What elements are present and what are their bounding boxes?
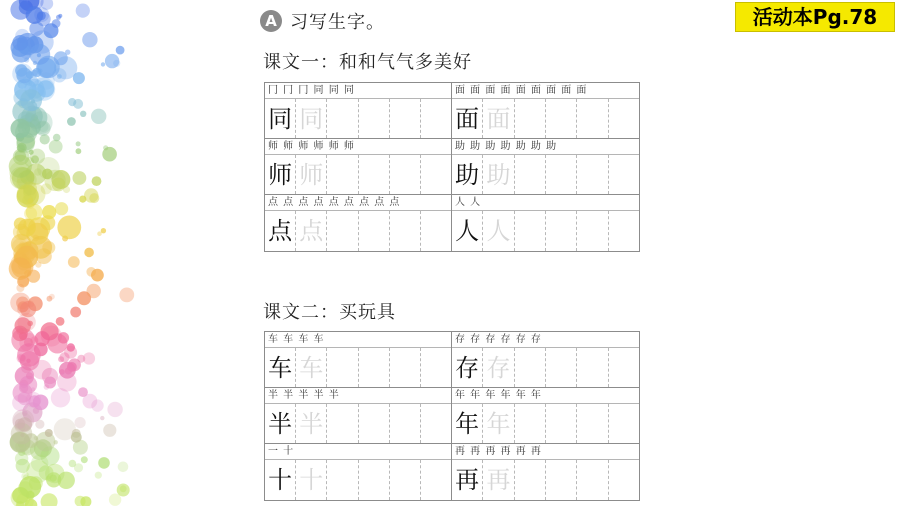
lesson-2-writing-grid: [264, 331, 640, 501]
bubble: [80, 111, 86, 117]
bubble: [52, 19, 61, 28]
bubble: [59, 352, 69, 362]
bubble: [50, 475, 57, 482]
bubble: [13, 383, 33, 403]
bubble: [15, 452, 28, 465]
blank-writing-box[interactable]: [515, 155, 546, 194]
bubble: [84, 188, 98, 202]
character-practice-cell: [265, 388, 452, 444]
bubble: [22, 43, 28, 49]
bubble: [69, 460, 77, 468]
blank-writing-box[interactable]: [577, 348, 608, 387]
blank-writing-box[interactable]: [609, 99, 639, 138]
bubble: [22, 77, 31, 86]
model-character: 人: [452, 211, 483, 251]
trace-character: 年: [483, 404, 514, 443]
blank-writing-box[interactable]: [515, 404, 546, 443]
bubble: [17, 343, 41, 367]
bubble: [91, 109, 106, 124]
blank-writing-box[interactable]: [515, 99, 546, 138]
blank-writing-box[interactable]: [515, 211, 546, 251]
trace-character: 人: [483, 211, 514, 251]
bubble: [70, 307, 81, 318]
trace-character: 面: [483, 99, 514, 138]
bubble: [98, 457, 110, 469]
bubble: [42, 241, 55, 254]
bubble: [44, 377, 56, 389]
bubble: [83, 352, 95, 364]
bubble: [26, 372, 33, 379]
bubble: [67, 117, 76, 126]
writing-boxes: [265, 211, 451, 251]
section-a-header: [260, 8, 385, 34]
writing-boxes: [452, 404, 639, 443]
writing-boxes: [452, 348, 639, 387]
bubble: [31, 155, 39, 163]
blank-writing-box[interactable]: [327, 99, 358, 138]
bubble: [15, 419, 25, 429]
stroke-order: 师 师 师 师 师 师: [265, 139, 451, 155]
bubble: [19, 241, 25, 247]
stroke-order: 人 人: [452, 195, 639, 211]
stroke-order: 车 车 车 车: [265, 332, 451, 348]
bubble: [54, 51, 68, 65]
bubble: [33, 395, 49, 411]
bubble: [16, 284, 24, 292]
bubble: [10, 119, 30, 139]
trace-character: 点: [296, 211, 327, 251]
bubble: [109, 494, 121, 506]
blank-writing-box[interactable]: [327, 404, 358, 443]
bubble: [55, 202, 68, 215]
bubble: [57, 372, 77, 392]
blank-writing-box[interactable]: [609, 460, 639, 500]
trace-character: 半: [296, 404, 327, 443]
bubble: [73, 171, 87, 185]
trace-character: 十: [296, 460, 327, 500]
blank-writing-box[interactable]: [390, 155, 421, 194]
blank-writing-box[interactable]: [327, 155, 358, 194]
blank-writing-box[interactable]: [327, 348, 358, 387]
bubble: [68, 256, 80, 268]
character-practice-cell: [265, 139, 452, 195]
character-practice-cell: [265, 332, 452, 388]
blank-writing-box[interactable]: [609, 348, 639, 387]
blank-writing-box[interactable]: [577, 155, 608, 194]
bubble: [19, 476, 41, 498]
model-character: 半: [265, 404, 296, 443]
trace-character: 师: [296, 155, 327, 194]
model-character: 师: [265, 155, 296, 194]
blank-writing-box[interactable]: [359, 404, 390, 443]
blank-writing-box[interactable]: [577, 211, 608, 251]
bubble: [26, 200, 34, 208]
bubble: [101, 228, 106, 233]
stroke-order: 半 半 半 半 半: [265, 388, 451, 404]
bubble: [9, 257, 32, 280]
bubble: [87, 284, 101, 298]
bubble: [31, 70, 38, 77]
bubble: [118, 462, 129, 473]
blank-writing-box[interactable]: [546, 404, 577, 443]
blank-writing-box[interactable]: [609, 404, 639, 443]
bubble: [30, 111, 53, 134]
blank-writing-box[interactable]: [577, 460, 608, 500]
model-character: 十: [265, 460, 296, 500]
bubble: [54, 440, 58, 444]
bubble: [57, 74, 62, 79]
writing-boxes: [452, 460, 639, 500]
trace-character: 车: [296, 348, 327, 387]
bubble: [105, 54, 119, 68]
bubble: [24, 57, 29, 62]
lesson-2-title: 课文二：买玩具: [263, 302, 396, 323]
bubble: [76, 4, 90, 18]
bubble: [20, 301, 36, 317]
bubble: [76, 141, 81, 146]
blank-writing-box[interactable]: [421, 460, 451, 500]
bubble: [103, 424, 116, 437]
bubble: [101, 62, 105, 66]
bubble: [119, 288, 134, 303]
blank-writing-box[interactable]: [421, 348, 451, 387]
blank-writing-box[interactable]: [390, 404, 421, 443]
bubble: [13, 224, 29, 240]
bubble: [95, 472, 102, 479]
character-practice-cell: [265, 444, 452, 500]
bubble: [107, 402, 122, 417]
trace-character: 再: [483, 460, 514, 500]
bubble: [102, 147, 117, 162]
bubble: [67, 343, 75, 351]
blank-writing-box[interactable]: [359, 211, 390, 251]
bubble: [47, 296, 53, 302]
bubble: [41, 493, 58, 506]
bubble: [92, 176, 102, 186]
bubble: [71, 432, 82, 443]
bubble: [9, 155, 32, 178]
blank-writing-box[interactable]: [546, 348, 577, 387]
writing-boxes: [265, 404, 451, 443]
lesson-1-writing-grid: [264, 82, 640, 252]
blank-writing-box[interactable]: [390, 460, 421, 500]
blank-writing-box[interactable]: [546, 211, 577, 251]
bubble: [41, 183, 52, 194]
blank-writing-box[interactable]: [515, 348, 546, 387]
blank-writing-box[interactable]: [421, 99, 451, 138]
bubble: [33, 235, 39, 241]
writing-boxes: [265, 155, 451, 194]
blank-writing-box[interactable]: [546, 99, 577, 138]
bubble: [26, 6, 44, 24]
bubble: [53, 134, 61, 142]
stroke-order: 冂 冂 冂 同 同 同: [265, 83, 451, 99]
blank-writing-box[interactable]: [421, 155, 451, 194]
bubble: [42, 169, 53, 180]
stroke-order: 存 存 存 存 存 存: [452, 332, 639, 348]
blank-writing-box[interactable]: [609, 211, 639, 251]
bubble: [100, 416, 104, 420]
bubble: [82, 32, 97, 47]
blank-writing-box[interactable]: [359, 460, 390, 500]
bubble: [84, 248, 94, 258]
blank-writing-box[interactable]: [515, 460, 546, 500]
blank-writing-box[interactable]: [390, 348, 421, 387]
blank-writing-box[interactable]: [546, 155, 577, 194]
blank-writing-box[interactable]: [327, 211, 358, 251]
blank-writing-box[interactable]: [546, 460, 577, 500]
bubble: [30, 336, 38, 344]
model-character: 存: [452, 348, 483, 387]
bubble: [81, 456, 88, 463]
bubble: [40, 134, 50, 144]
bubble: [42, 205, 56, 219]
character-practice-cell: [452, 139, 639, 195]
model-character: 年: [452, 404, 483, 443]
stroke-order: 面 面 面 面 面 面 面 面 面: [452, 83, 639, 99]
blank-writing-box[interactable]: [359, 99, 390, 138]
bubble: [76, 148, 82, 154]
blank-writing-box[interactable]: [577, 404, 608, 443]
bubble: [29, 44, 50, 65]
blank-writing-box[interactable]: [421, 211, 451, 251]
model-character: 再: [452, 460, 483, 500]
blank-writing-box[interactable]: [390, 99, 421, 138]
bubble: [56, 15, 61, 20]
blank-writing-box[interactable]: [390, 211, 421, 251]
character-practice-cell: [265, 83, 452, 139]
stroke-order: 一 十: [265, 444, 451, 460]
bubble: [29, 150, 34, 155]
writing-boxes: [265, 460, 451, 500]
blank-writing-box[interactable]: [327, 460, 358, 500]
stroke-order: 年 年 年 年 年 年: [452, 388, 639, 404]
bubble: [68, 98, 76, 106]
section-marker: A: [260, 10, 282, 32]
blank-writing-box[interactable]: [609, 155, 639, 194]
bubble: [75, 417, 86, 428]
writing-boxes: [452, 99, 639, 138]
model-character: 车: [265, 348, 296, 387]
bubble: [23, 182, 37, 196]
stroke-order: 再 再 再 再 再 再: [452, 444, 639, 460]
character-practice-cell: [265, 195, 452, 251]
model-character: 助: [452, 155, 483, 194]
stroke-order: 点 点 点 点 点 点 点 点 点: [265, 195, 451, 211]
character-practice-cell: [452, 332, 639, 388]
bubble: [20, 89, 42, 111]
trace-character: 同: [296, 99, 327, 138]
bubble: [120, 485, 127, 492]
blank-writing-box[interactable]: [577, 99, 608, 138]
stroke-order: 助 助 助 助 助 助 助: [452, 139, 639, 155]
blank-writing-box[interactable]: [359, 155, 390, 194]
model-character: 点: [265, 211, 296, 251]
bubble: [24, 207, 37, 220]
writing-boxes: [452, 211, 639, 251]
character-practice-cell: [452, 444, 639, 500]
bubble: [56, 317, 65, 326]
character-practice-cell: [452, 83, 639, 139]
writing-boxes: [265, 348, 451, 387]
bubble: [83, 394, 98, 409]
writing-boxes: [452, 155, 639, 194]
bubble: [49, 140, 63, 154]
section-title: 习写生字。: [290, 12, 385, 33]
character-practice-cell: [452, 388, 639, 444]
bubble: [63, 186, 70, 193]
lesson-1-title: 课文一：和和气气多美好: [263, 52, 472, 73]
model-character: 同: [265, 99, 296, 138]
bubble: [45, 429, 53, 437]
bubble: [116, 46, 125, 55]
trace-character: 存: [483, 348, 514, 387]
bubble: [57, 216, 81, 240]
writing-boxes: [265, 99, 451, 138]
blank-writing-box[interactable]: [421, 404, 451, 443]
trace-character: 助: [483, 155, 514, 194]
bubble: [91, 269, 104, 282]
character-practice-cell: [452, 195, 639, 251]
activity-book-page-badge: 活动本Pg.78: [735, 2, 895, 32]
blank-writing-box[interactable]: [359, 348, 390, 387]
model-character: 面: [452, 99, 483, 138]
decorative-bubbles: [0, 0, 140, 506]
